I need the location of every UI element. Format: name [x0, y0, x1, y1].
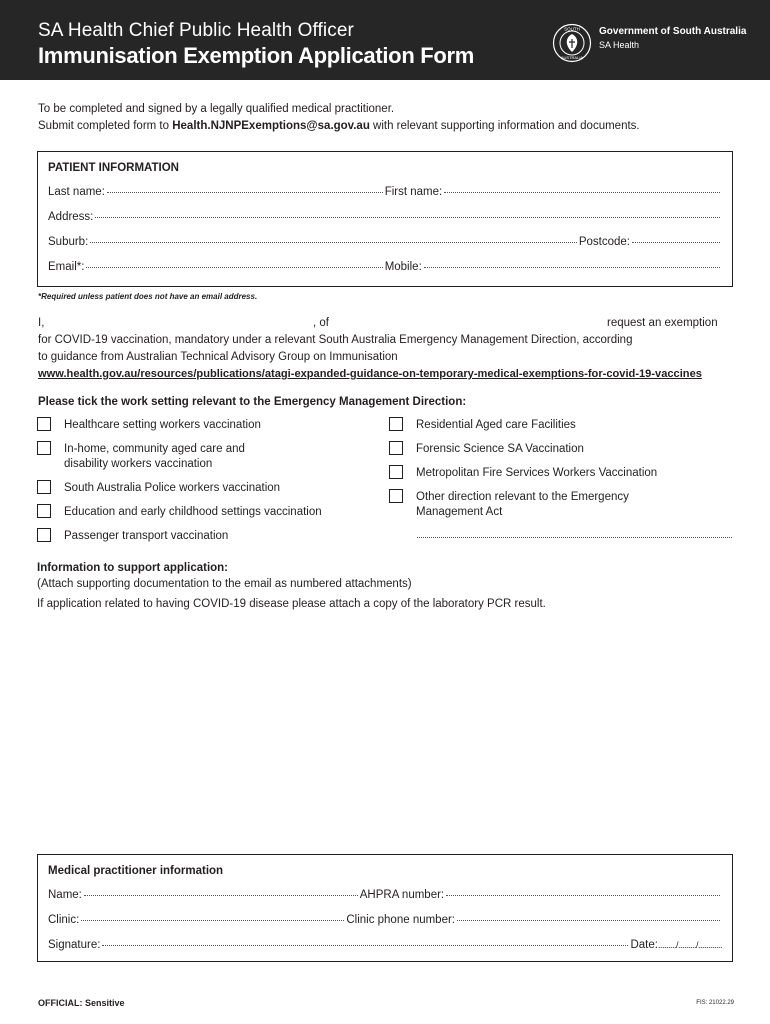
checkbox-healthcare[interactable]: [37, 417, 261, 433]
suburb-row: [48, 236, 722, 248]
classification-label: OFFICIAL: Sensitive: [38, 998, 125, 1008]
email-field[interactable]: [86, 267, 382, 268]
clinic-row: [48, 914, 722, 926]
ahpra-label: AHPRA number:: [359, 889, 445, 901]
form-code: FIS: 21022.29: [696, 1000, 734, 1006]
date-field[interactable]: ........./........./............: [657, 940, 722, 950]
signature-row: [48, 939, 722, 951]
checkbox-square[interactable]: [37, 480, 51, 494]
practitioner-section-title: Medical practitioner information: [48, 865, 224, 877]
crest-text-top: SOUTH: [564, 26, 580, 32]
checkbox-sa-police[interactable]: [37, 480, 280, 496]
intro-line-2-suffix: with relevant supporting information and documents.: [369, 120, 640, 132]
address-label: Address:: [48, 211, 94, 223]
checkbox-square[interactable]: [389, 417, 403, 431]
page-title: Immunisation Exemption Application Form: [38, 43, 475, 68]
checkbox-square[interactable]: [389, 465, 403, 479]
intro-line-2: [38, 118, 640, 135]
contact-row: [48, 261, 722, 273]
checkbox-label-line-2: Management Act: [416, 506, 503, 518]
support-info-attach-note: (Attach supporting documentation to the email as numbered attachments): [37, 578, 412, 590]
checkbox-label: Education and early childhood settings vaccination: [64, 506, 322, 518]
suburb-field[interactable]: [90, 242, 577, 243]
suburb-label: Suburb:: [48, 236, 89, 248]
checkbox-label: Metropolitan Fire Services Workers Vaccination: [416, 467, 658, 479]
clinic-label: Clinic:: [48, 914, 80, 926]
work-setting-question: Please tick the work setting relevant to the Emergency Management Direction:: [38, 396, 467, 408]
checkbox-label-line-1: In-home, community aged care and: [64, 443, 245, 455]
checkbox-other-direction[interactable]: [389, 489, 629, 520]
atagi-guidance-link[interactable]: www.health.gov.au/resources/publications/atagi-expanded-guidance-on-temporary-medical-exemptions-for-covid-19-vaccines: [38, 368, 702, 380]
mobile-label: Mobile:: [384, 261, 422, 273]
checkbox-label-line-2: disability workers vaccination: [64, 458, 213, 470]
checkbox-label: Residential Aged care Facilities: [416, 419, 576, 431]
intro-line-2-prefix: Submit completed form to: [38, 120, 173, 132]
checkbox-label: Passenger transport vaccination: [64, 530, 229, 542]
checkbox-label: South Australia Police workers vaccination: [64, 482, 281, 494]
signature-field[interactable]: [102, 945, 628, 946]
checkbox-label: [416, 490, 629, 520]
request-line-3: to guidance from Australian Technical Advisory Group on Immunisation: [38, 351, 398, 363]
checkbox-square[interactable]: [37, 504, 51, 518]
email-required-note: *Required unless patient does not have an email address.: [38, 292, 258, 301]
postcode-label: Postcode:: [578, 236, 630, 248]
support-info-pcr-note: If application related to having COVID-19 disease please attach a copy of the laboratory PCR result.: [37, 598, 546, 610]
header-banner: [0, 0, 770, 80]
last-name-field[interactable]: [107, 192, 383, 193]
other-direction-field[interactable]: [417, 537, 732, 538]
checkbox-passenger-transport[interactable]: [37, 528, 228, 544]
checkbox-label-line-1: Other direction relevant to the Emergency: [416, 491, 629, 503]
sa-crest-icon: [552, 23, 592, 63]
support-info-heading: Information to support application:: [37, 562, 229, 574]
checkbox-metropolitan-fire-services[interactable]: [389, 465, 657, 481]
request-i: I,: [38, 317, 45, 329]
checkbox-square[interactable]: [37, 528, 51, 542]
patient-section-title: PATIENT INFORMATION: [48, 162, 179, 174]
government-logo-text: Government of South Australia: [599, 26, 747, 37]
practitioner-name-label: Name:: [48, 889, 82, 901]
checkbox-square[interactable]: [389, 441, 403, 455]
signature-label: Signature:: [48, 939, 101, 951]
first-name-field[interactable]: [444, 192, 720, 193]
clinic-field[interactable]: [81, 920, 344, 921]
submission-email[interactable]: Health.NJNPExemptions@sa.gov.au: [172, 120, 370, 132]
mobile-field[interactable]: [424, 267, 720, 268]
address-row: [48, 211, 722, 223]
date-label: Date:: [630, 939, 658, 951]
request-of: , of: [313, 317, 329, 329]
address-field[interactable]: [95, 217, 720, 218]
email-label: Email*:: [48, 261, 85, 273]
checkbox-label: Forensic Science SA Vaccination: [416, 443, 584, 455]
checkbox-label: Healthcare setting workers vaccination: [64, 419, 261, 431]
ahpra-field[interactable]: [446, 895, 720, 896]
practitioner-name-row: [48, 889, 722, 901]
first-name-label: First name:: [384, 186, 443, 198]
checkbox-label: [64, 442, 245, 472]
checkbox-square[interactable]: [389, 489, 403, 503]
checkbox-education-early-childhood[interactable]: [37, 504, 322, 520]
checkbox-residential-aged-care[interactable]: [389, 417, 576, 433]
header-subtitle: SA Health Chief Public Health Officer: [38, 20, 354, 41]
patient-name-row: [48, 186, 722, 198]
checkbox-square[interactable]: [37, 417, 51, 431]
checkbox-square[interactable]: [37, 441, 51, 455]
request-exemption-text: request an exemption: [607, 317, 718, 329]
crest-text-bottom: AUSTRALIA: [560, 55, 584, 60]
sa-health-text: SA Health: [599, 40, 640, 50]
request-line-2: for COVID-19 vaccination, mandatory under a relevant South Australia Emergency Management Direction, according: [38, 334, 633, 346]
checkbox-forensic-science[interactable]: [389, 441, 584, 457]
clinic-phone-label: Clinic phone number:: [346, 914, 455, 926]
postcode-field[interactable]: [632, 242, 720, 243]
clinic-phone-field[interactable]: [457, 920, 720, 921]
intro-line-1: To be completed and signed by a legally qualified medical practitioner.: [38, 103, 395, 115]
practitioner-name-field[interactable]: [84, 895, 358, 896]
intro-text: [38, 101, 640, 135]
last-name-label: Last name:: [48, 186, 105, 198]
checkbox-in-home-community-aged-care[interactable]: [37, 441, 245, 472]
